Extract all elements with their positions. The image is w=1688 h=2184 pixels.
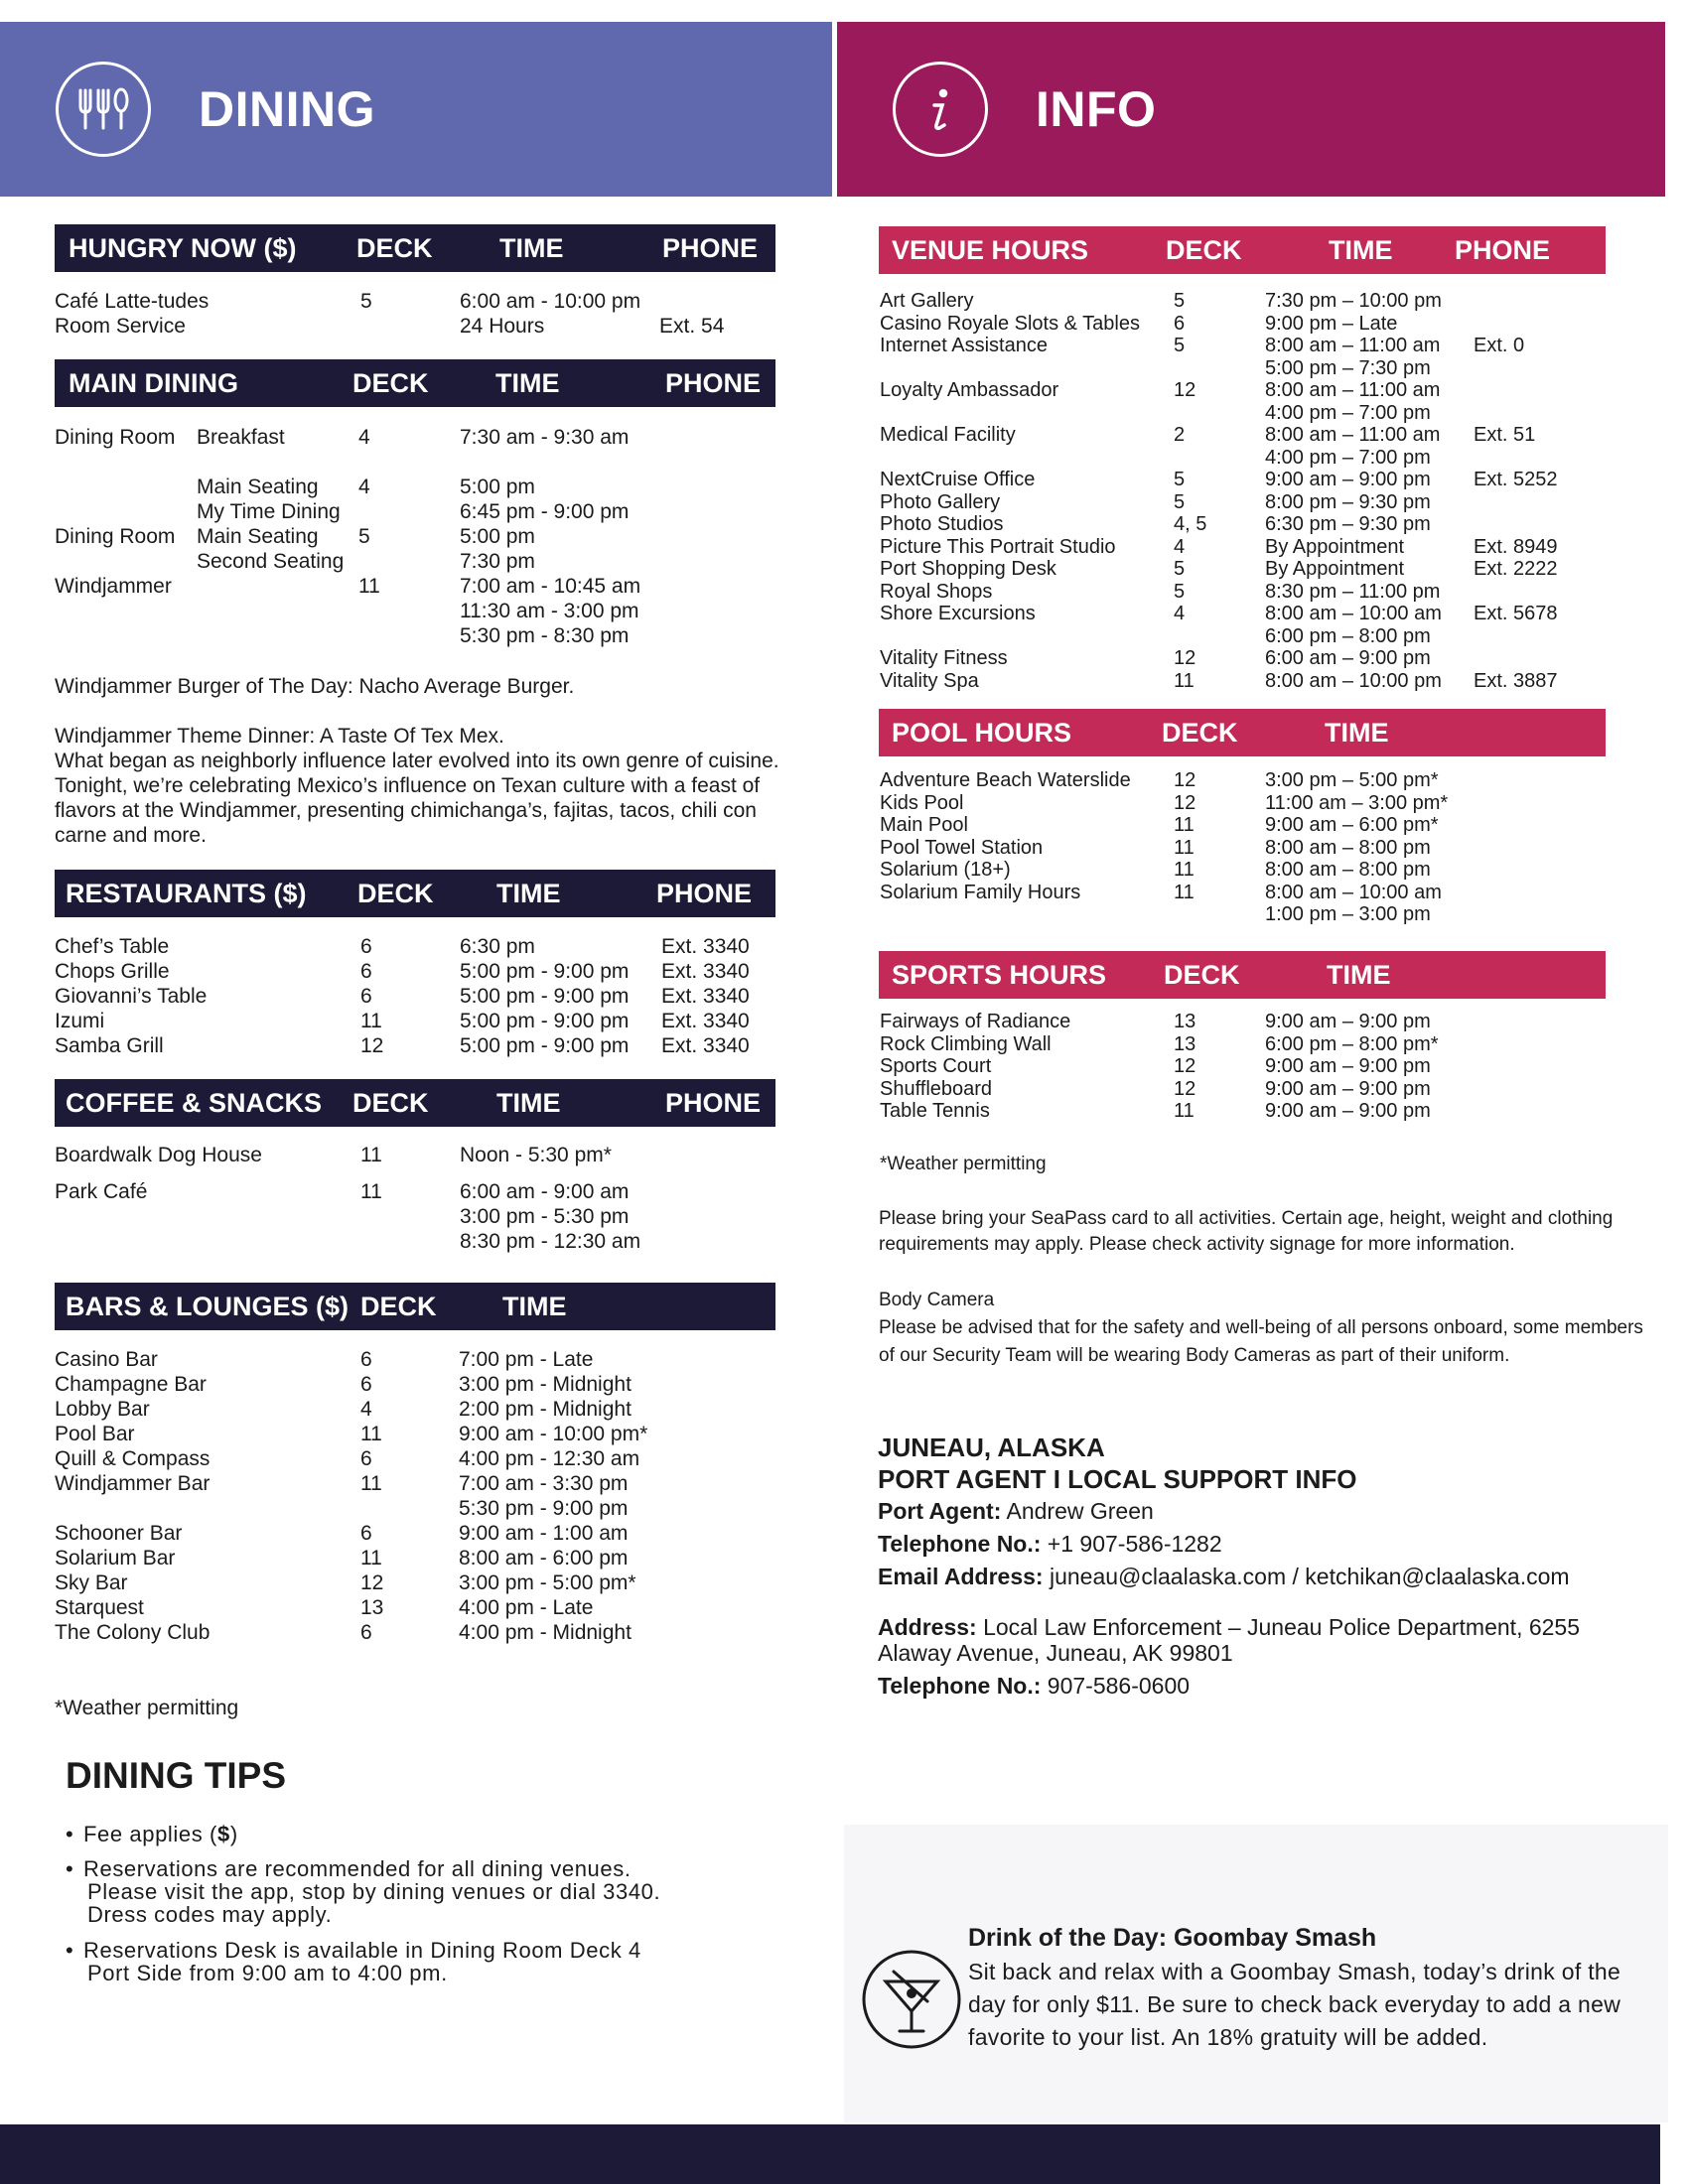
coffee-deck-2: 11 bbox=[360, 1180, 382, 1203]
restaurants-decks: 6 6 6 11 12 bbox=[360, 935, 384, 1057]
pool-hours-times: 3:00 pm – 5:00 pm* 11:00 am – 3:00 pm* 9:00 am – 6:00 pm* 8:00 am – 8:00 pm 8:00 am – 8:00 pm 8:00 am – 10:00 am 1:00 pm – 3:00 pm bbox=[1265, 769, 1449, 925]
bars-venues: Casino Bar Champagne Bar Lobby Bar Pool Bar Quill & Compass Windjammer Bar Schooner Bar Solarium Bar Sky Bar Starquest The Colony Club bbox=[55, 1348, 211, 1644]
coffee-snacks-title: COFFEE & SNACKS bbox=[66, 1088, 323, 1118]
pool-hours-header bbox=[879, 709, 1606, 756]
main-dining-decks: 4 4 5 11 bbox=[358, 426, 380, 598]
sports-hours-title: SPORTS HOURS bbox=[892, 960, 1107, 990]
restaurants-venues: Chef’s Table Chops Grille Giovanni’s Table Izumi Samba Grill bbox=[55, 935, 208, 1057]
bars-lounges-header bbox=[55, 1283, 775, 1330]
burger-of-the-day: Windjammer Burger of The Day: Nacho Average Burger. bbox=[55, 675, 575, 698]
main-dining-title: MAIN DINING bbox=[69, 368, 238, 398]
phone-column-header: PHONE bbox=[656, 879, 753, 908]
hungry-now-phones: Ext. 54 bbox=[659, 315, 725, 338]
drink-title: Drink of the Day: Goombay Smash bbox=[968, 1924, 1377, 1952]
port-subtitle: PORT AGENT I LOCAL SUPPORT INFO bbox=[878, 1464, 1357, 1494]
pool-hours-decks: 12 12 11 11 11 11 bbox=[1174, 769, 1196, 903]
restaurants-title: RESTAURANTS ($) bbox=[66, 879, 307, 908]
deck-column-header: DECK bbox=[357, 879, 434, 908]
restaurants-times: 6:30 pm 5:00 pm - 9:00 pm 5:00 pm - 9:00 pm 5:00 pm - 9:00 pm 5:00 pm - 9:00 pm bbox=[460, 935, 630, 1057]
dining-tips-title: DINING TIPS bbox=[66, 1755, 287, 1796]
deck-column-header: DECK bbox=[1164, 960, 1240, 990]
deck-column-header: DECK bbox=[352, 368, 429, 398]
time-column-header: TIME bbox=[502, 1292, 567, 1321]
footer-bar bbox=[0, 2124, 1660, 2184]
drink-description: Sit back and relax with a Goombay Smash, today’s drink of the day for only $11. Be sure to check back everyday to add a new favorite to your list. An 18% gratuity will be added. bbox=[968, 1959, 1621, 2050]
coffee-deck-1: 11 bbox=[360, 1144, 382, 1166]
phone-column-header: PHONE bbox=[665, 368, 762, 398]
time-column-header: TIME bbox=[499, 233, 564, 263]
tip-reservations-desk: • Reservations Desk is available in Dining Room Deck 4 Port Side from 9:00 am to 4:00 pm. bbox=[66, 1938, 641, 1985]
main-dining-times: 7:30 am - 9:30 am 5:00 pm 6:45 pm - 9:00 pm 5:00 pm 7:30 pm 7:00 am - 10:45 am 11:30 am - 3:00 pm 5:30 pm - 8:30 pm bbox=[460, 426, 641, 647]
theme-dinner-title: Windjammer Theme Dinner: A Taste Of Tex Mex. bbox=[55, 725, 504, 748]
deck-column-header: DECK bbox=[356, 233, 433, 263]
cocktail-icon bbox=[860, 1948, 963, 2056]
theme-dinner-description: What began as neighborly influence later evolved into its own genre of cuisine. Tonight, we’re celebrating Mexico’s influence on Texan culture with a feast of flavors at the Windjammer, presenting chimichanga’s, fajitas, tacos, chili con carne and more. bbox=[55, 750, 779, 847]
sports-hours-decks: 13 13 12 12 11 bbox=[1174, 1011, 1196, 1122]
hungry-now-header bbox=[55, 224, 775, 272]
seapass-notice: Please bring your SeaPass card to all activities. Certain age, height, weight and clothing requirements may apply. Please check activity signage for more information. bbox=[879, 1208, 1614, 1255]
port-telephone-2-line: Telephone No.: 907-586-0600 bbox=[878, 1673, 1191, 1699]
main-dining-header bbox=[55, 359, 775, 407]
deck-column-header: DECK bbox=[360, 1292, 437, 1321]
sports-hours-venues: Fairways of Radiance Rock Climbing Wall Sports Court Shuffleboard Table Tennis bbox=[880, 1011, 1071, 1122]
deck-column-header: DECK bbox=[352, 1088, 429, 1118]
utensils-icon bbox=[56, 62, 151, 157]
info-icon bbox=[893, 62, 988, 157]
phone-column-header: PHONE bbox=[665, 1088, 762, 1118]
sports-weather-note: *Weather permitting bbox=[880, 1154, 1047, 1174]
port-email-line: Email Address: juneau@claalaska.com / ketchikan@claalaska.com bbox=[878, 1564, 1570, 1589]
venue-hours-times: 7:30 pm – 10:00 pm 9:00 pm – Late 8:00 am – 11:00 am 5:00 pm – 7:30 pm 8:00 am – 11:00 am 4:00 pm – 7:00 pm 8:00 am – 11:00 am 4:00 pm – 7:00 pm 9:00 am – 9:00 pm 8:00 pm – 9:30 pm 6:30 pm – 9:30 pm By Appointment By Appointment 8:30 pm – 11:00 pm 8:00 am – 10:00 am 6:00 pm – 8:00 pm 6:00 am – 9:00 pm 8:00 am – 10:00 pm bbox=[1265, 290, 1442, 692]
deck-column-header: DECK bbox=[1162, 718, 1238, 748]
hungry-now-times: 6:00 am - 10:00 pm 24 Hours bbox=[460, 290, 641, 338]
sports-hours-header bbox=[879, 951, 1606, 999]
time-column-header: TIME bbox=[1327, 960, 1391, 990]
venue-hours-phones: Ext. 0 Ext. 51 Ext. 5252 Ext. 8949 Ext. 2222 Ext. 5678 Ext. 3887 bbox=[1474, 335, 1558, 692]
info-banner bbox=[837, 22, 1665, 197]
coffee-time-1: Noon - 5:30 pm* bbox=[460, 1144, 612, 1166]
hungry-now-title: HUNGRY NOW ($) bbox=[69, 233, 297, 263]
tip-fee: • Fee applies ($) bbox=[66, 1822, 238, 1846]
coffee-venue-2: Park Café bbox=[55, 1180, 148, 1203]
sports-hours-times: 9:00 am – 9:00 pm 6:00 pm – 8:00 pm* 9:00 am – 9:00 pm 9:00 am – 9:00 pm 9:00 am – 9:00 pm bbox=[1265, 1011, 1439, 1122]
bars-lounges-title: BARS & LOUNGES ($) bbox=[66, 1292, 350, 1321]
hungry-now-venues: Café Latte-tudes Room Service bbox=[55, 290, 210, 338]
tip-reservations: • Reservations are recommended for all dining venues. Please visit the app, stop by dining venues or dial 3340. Dress codes may apply. bbox=[66, 1856, 661, 1927]
deck-column-header: DECK bbox=[1166, 235, 1242, 265]
time-column-header: TIME bbox=[1329, 235, 1393, 265]
restaurants-phones: Ext. 3340 Ext. 3340 Ext. 3340 Ext. 3340 Ext. 3340 bbox=[661, 935, 750, 1057]
info-title: INFO bbox=[1036, 81, 1157, 137]
coffee-time-2: 6:00 am - 9:00 am 3:00 pm - 5:30 pm 8:30 pm - 12:30 am bbox=[460, 1180, 641, 1253]
venue-hours-title: VENUE HOURS bbox=[892, 235, 1089, 265]
coffee-snacks-header bbox=[55, 1079, 775, 1127]
main-dining-meals: Breakfast Main Seating My Time Dining Main Seating Second Seating bbox=[197, 426, 345, 573]
hungry-now-decks: 5 bbox=[360, 290, 372, 313]
body-camera-text: Please be advised that for the safety and well-being of all persons onboard, some members of our Security Team will be wearing Body Cameras as part of their uniform. bbox=[879, 1317, 1643, 1366]
pool-hours-venues: Adventure Beach Waterslide Kids Pool Main Pool Pool Towel Station Solarium (18+) Solarium Family Hours bbox=[880, 769, 1131, 903]
time-column-header: TIME bbox=[495, 368, 560, 398]
time-column-header: TIME bbox=[1325, 718, 1389, 748]
bars-decks: 6 6 4 11 6 11 6 11 12 13 6 bbox=[360, 1348, 384, 1644]
port-address-line: Address: Local Law Enforcement – Juneau Police Department, 6255 bbox=[878, 1614, 1581, 1640]
restaurants-header bbox=[55, 870, 775, 917]
venue-hours-venues: Art Gallery Casino Royale Slots & Tables Internet Assistance Loyalty Ambassador Medical Facility NextCruise Office Photo Gallery Photo Studios Picture This Portrait Studio Port Shopping Desk Royal Shops Shore Excursions Vitality Fitness Vitality Spa bbox=[880, 290, 1140, 692]
time-column-header: TIME bbox=[496, 879, 561, 908]
main-dining-venues: Dining Room Dining Room Windjammer bbox=[55, 426, 176, 598]
venue-hours-decks: 5 6 5 12 2 5 5 4, 5 4 5 5 4 12 11 bbox=[1174, 290, 1207, 692]
body-camera-title: Body Camera bbox=[879, 1290, 995, 1310]
port-title: JUNEAU, ALASKA bbox=[878, 1433, 1105, 1462]
coffee-venue-1: Boardwalk Dog House bbox=[55, 1144, 262, 1166]
port-address-line-2: Alaway Avenue, Juneau, AK 99801 bbox=[878, 1640, 1233, 1666]
bars-times: 7:00 pm - Late 3:00 pm - Midnight 2:00 pm - Midnight 9:00 am - 10:00 pm* 4:00 pm - 12:30 am 7:00 am - 3:30 pm 5:30 pm - 9:00 pm 9:00 am - 1:00 am 8:00 am - 6:00 pm 3:00 pm - 5:00 pm* 4:00 pm - Late 4:00 pm - Midnight bbox=[459, 1348, 648, 1644]
port-telephone-line: Telephone No.: +1 907-586-1282 bbox=[878, 1531, 1222, 1557]
phone-column-header: PHONE bbox=[1455, 235, 1551, 265]
venue-hours-header bbox=[879, 226, 1606, 274]
dining-title: DINING bbox=[199, 81, 375, 137]
time-column-header: TIME bbox=[496, 1088, 561, 1118]
port-agent-line: Port Agent: Andrew Green bbox=[878, 1498, 1154, 1524]
pool-hours-title: POOL HOURS bbox=[892, 718, 1072, 748]
phone-column-header: PHONE bbox=[662, 233, 759, 263]
weather-note: *Weather permitting bbox=[55, 1697, 239, 1719]
dining-banner bbox=[0, 22, 832, 197]
